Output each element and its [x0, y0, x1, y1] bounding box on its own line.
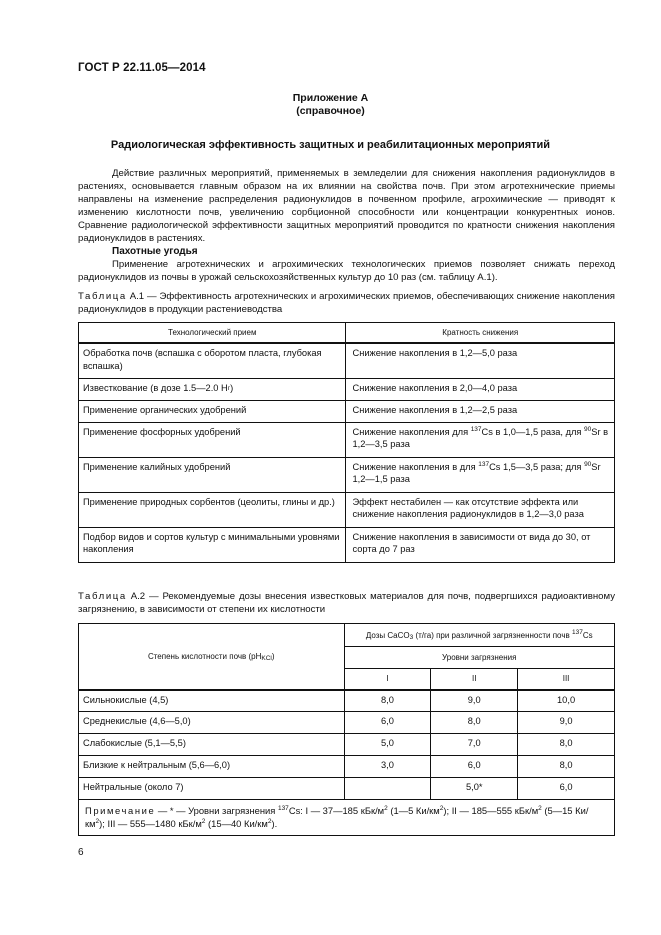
table-row [79, 778, 615, 800]
table-row [79, 492, 615, 527]
intro-block [78, 167, 615, 284]
table1-caption-text: А.1 — Эффективность агротехнических и агрохимических приемов, обеспечивающих снижение накопления радионуклидов в продукции растениеводства [78, 291, 616, 315]
dose-cell: 3,0 [344, 756, 431, 778]
dose-cell: 6,0 [518, 778, 615, 800]
table-a1 [78, 322, 615, 563]
table-row [79, 690, 615, 712]
table1-header-row [79, 323, 615, 344]
table1-col-method: Технологический прием [79, 323, 346, 344]
method-cell: Применение фосфорных удобрений [79, 422, 346, 457]
table2-caption-word: Таблица [78, 591, 127, 602]
table2-caption [78, 590, 615, 616]
factor-cell: Снижение накопления в для $^{137}$Cs 1,5—3,5 раза; для $^{90}$Sr 1,2—1,5 раза [346, 457, 615, 492]
appendix-title: Приложение А [292, 92, 369, 104]
table1-caption-word: Таблица [78, 291, 127, 302]
table-row [79, 712, 615, 734]
intro-paragraph: Действие различных мероприятий, применяемых в земледелии для снижения накопления радионуклидов в растениях, основывается главным образом на их влиянии на свойства почв. При этом агротехнические приемы направлены на изменение распределения радионуклидов в почвенном профиле, агрохимические — приводят к изменению кислотности почв, увеличению сорбционной способности или концентрации конкурентных ионов. Сравнение радиологической эффективности защитных мероприятий проводится по кратности снижения накопления радионуклидов в растениях. [78, 168, 615, 244]
table-row [79, 457, 615, 492]
dose-cell: 7,0 [431, 734, 518, 756]
factor-cell: Снижение накопления в 1,2—5,0 раза [346, 343, 615, 378]
degree-cell: Сильнокислые (4,5) [79, 690, 345, 712]
dose-cell: 8,0 [431, 712, 518, 734]
method-cell: Применение органических удобрений [79, 400, 346, 422]
dose-cell: 9,0 [518, 712, 615, 734]
level-label: I [344, 669, 431, 690]
dose-cell: 6,0 [344, 712, 431, 734]
dose-cell: 6,0 [431, 756, 518, 778]
table2-col-degree: Степень кислотности почв $(pH_{KCl})$ [79, 624, 345, 690]
factor-cell: Снижение накопления в зависимости от вида до 30, от сорта до 7 раз [346, 527, 615, 562]
dose-cell: 5,0* [431, 778, 518, 800]
level-label: III [518, 669, 615, 690]
dose-cell: 9,0 [431, 690, 518, 712]
appendix-subtitle: (справочное) [296, 105, 365, 117]
arable-heading: Пахотные угодья [112, 246, 198, 257]
page-number: 6 [78, 847, 84, 858]
dose-cell: 8,0 [518, 756, 615, 778]
dose-cell: 10,0 [518, 690, 615, 712]
table-row [79, 400, 615, 422]
table-row [79, 756, 615, 778]
degree-cell: Близкие к нейтральным (5,6—6,0) [79, 756, 345, 778]
method-cell: Подбор видов и сортов культур с минимальными уровнями накопления [79, 527, 346, 562]
table-row [79, 422, 615, 457]
table1-caption [78, 290, 615, 316]
document-header: ГОСТ Р 22.11.05—2014 [78, 62, 206, 74]
dose-cell: 8,0 [344, 690, 431, 712]
degree-cell: Слабокислые (5,1—5,5) [79, 734, 345, 756]
dose-cell: 5,0 [344, 734, 431, 756]
factor-cell: Снижение накопления в 2,0—4,0 раза [346, 378, 615, 400]
table2-caption-text: А.2 — Рекомендуемые дозы внесения известковых материалов для почв, подвергшихся радиоактивному загрязнению, в зависимости от степени их кислотности [78, 591, 615, 615]
factor-cell: Снижение накопления в 1,2—2,5 раза [346, 400, 615, 422]
arable-paragraph: Применение агротехнических и агрохимических технологических приемов позволяет снижать переход радионуклидов из почвы в урожай сельскохозяйственных культур до 10 раз (см. таблицу А.1). [78, 259, 615, 283]
section-title: Радиологическая эффективность защитных и реабилитационных мероприятий [110, 139, 551, 151]
table1-col-factor: Кратность снижения [346, 323, 615, 344]
method-cell: Известкование (в дозе 1.5—2.0 $H_г$) [79, 378, 346, 400]
table-row [79, 343, 615, 378]
dose-cell [344, 778, 431, 800]
table2-note: Примечание — * — Уровни загрязнения $^{137}$Cs: I — 37—185 кБк/$м^2$ (1—5 $Ки/км^2$); II — 185—555 кБк/$м^2$ (5—15 $Ки/км^2$); III — 555—1480 кБк/$м^2$ (15—40 $Ки/км^2$). [79, 800, 615, 836]
factor-cell: Снижение накопления для $^{137}$Cs в 1,0—1,5 раза, для $^{90}$Sr в 1,2—3,5 раза [346, 422, 615, 457]
degree-cell: Среднекислые (4,6—5,0) [79, 712, 345, 734]
table-row [79, 734, 615, 756]
factor-cell: Эффект нестабилен — как отсутствие эффекта или снижение накопления радионуклидов в 1,2—3,0 раза [346, 492, 615, 527]
table-a2 [78, 623, 615, 836]
method-cell: Применение природных сорбентов (цеолиты, глины и др.) [79, 492, 346, 527]
method-cell: Применение калийных удобрений [79, 457, 346, 492]
table2-note-row [79, 800, 615, 836]
table-row [79, 527, 615, 562]
level-label: II [431, 669, 518, 690]
dose-cell: 8,0 [518, 734, 615, 756]
degree-cell: Нейтральные (около 7) [79, 778, 345, 800]
table2-col-doses: Дозы CaCO$_3$ (т/га) при различной загрязненности почв $^{137}$Cs [344, 624, 615, 647]
appendix-heading [0, 92, 661, 118]
table2-header-row [79, 624, 615, 647]
table2-col-levels: Уровни загрязнения [344, 647, 615, 669]
method-cell: Обработка почв (вспашка с оборотом пласта, глубокая вспашка) [79, 343, 346, 378]
table-row [79, 378, 615, 400]
